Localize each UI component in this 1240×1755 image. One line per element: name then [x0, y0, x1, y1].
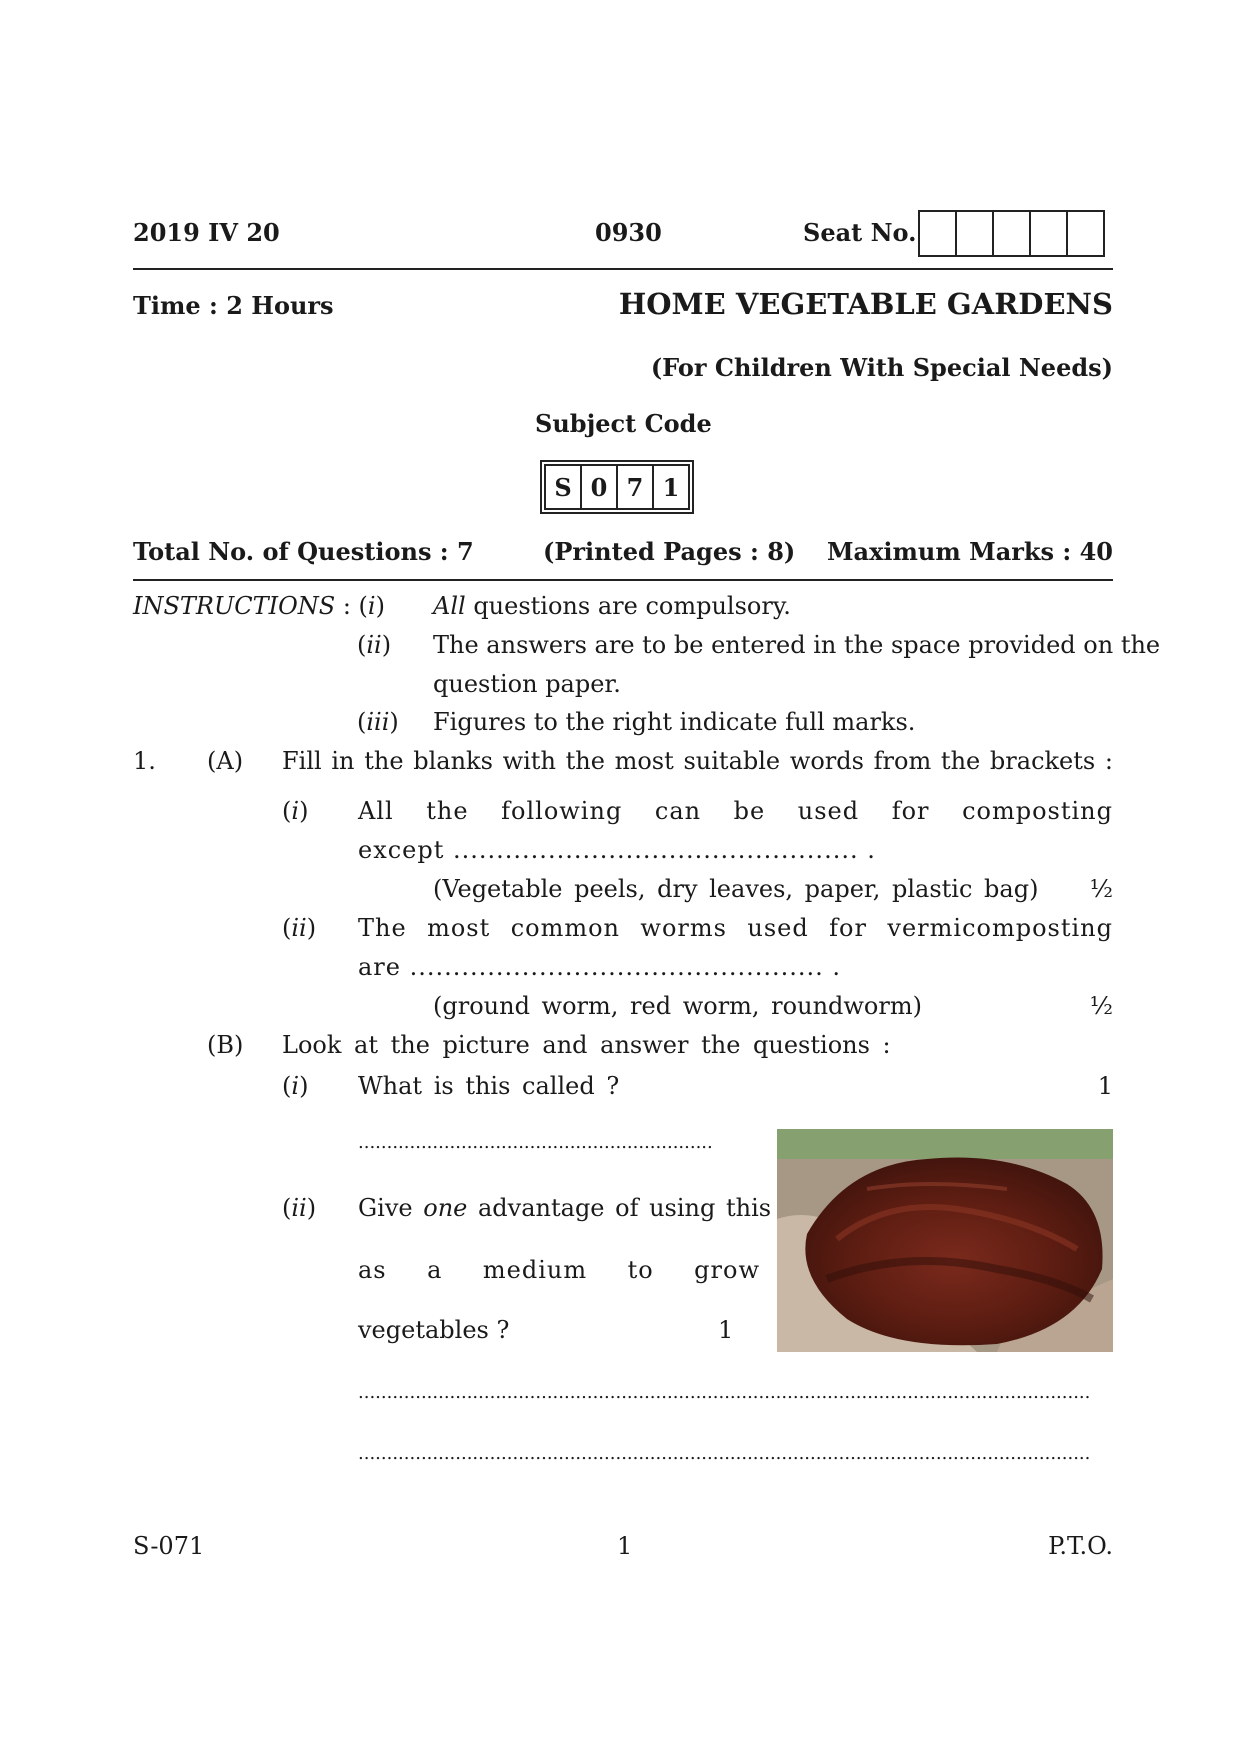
exam-code: 2019 IV 20: [133, 218, 280, 247]
paper-code: 0930: [595, 218, 662, 247]
question-number: 1.: [133, 747, 156, 775]
code-digit: 0: [580, 464, 618, 510]
subject-code-label: Subject Code: [535, 409, 712, 438]
part-a-label: (A): [207, 747, 244, 775]
subq-b2-line1: [358, 1194, 771, 1222]
instructions-heading: INSTRUCTIONS : (i): [133, 592, 385, 620]
subq-a2-blank[interactable]: are ................................................ .: [358, 953, 842, 981]
total-questions: Total No. of Questions : 7: [133, 537, 474, 566]
seat-box[interactable]: [1029, 210, 1068, 257]
subq-b2-line3: vegetables ?: [358, 1316, 510, 1344]
instruction-2-line1: The answers are to be entered in the space provided on the: [433, 631, 1161, 659]
subq-num-text: ii: [291, 914, 307, 942]
seat-box[interactable]: [992, 210, 1031, 257]
instruction-emph: All: [433, 592, 466, 620]
subq-a1-line1: All the following can be used for composting: [358, 797, 1113, 825]
instruction-2-line2: question paper.: [433, 670, 621, 698]
instruction-num: ii: [366, 631, 382, 659]
subq-a2-marks: ½: [1089, 992, 1113, 1020]
printed-pages: (Printed Pages : 8): [543, 537, 796, 566]
subq-b2-emph: one: [423, 1194, 468, 1222]
subq-a1-options: (Vegetable peels, dry leaves, paper, plastic bag): [433, 875, 1039, 903]
code-digit: S: [544, 464, 582, 510]
page-number: 1: [617, 1532, 633, 1560]
subq-num: (ii): [282, 914, 317, 942]
subq-num-text: ii: [291, 1194, 307, 1222]
seat-number-boxes[interactable]: [920, 210, 1105, 257]
instruction-text: questions are compulsory.: [465, 592, 791, 620]
part-a-prompt: Fill in the blanks with the most suitable words from the brackets :: [282, 747, 1113, 775]
instruction-num-3: (iii): [357, 708, 399, 736]
instruction-num-2: (ii): [357, 631, 392, 659]
seat-box[interactable]: [1066, 210, 1105, 257]
subq-a1-blank[interactable]: except ............................................... .: [358, 836, 876, 864]
subq-b2-post: advantage of using this: [467, 1194, 772, 1222]
code-digit: 7: [616, 464, 654, 510]
footer-code: S-071: [133, 1532, 205, 1560]
subject-title: HOME VEGETABLE GARDENS: [618, 287, 1113, 321]
subq-b2-answer-line-1[interactable]: ................................................................................................................................: [358, 1382, 1091, 1403]
meta-divider: [133, 579, 1113, 581]
header-divider: [133, 268, 1113, 270]
seat-label: Seat No.: [803, 218, 917, 247]
instruction-num: iii: [366, 708, 390, 736]
seat-box[interactable]: [955, 210, 994, 257]
instructions-label: INSTRUCTIONS: [133, 592, 336, 620]
growing-medium-photo: [777, 1129, 1113, 1352]
subq-num: (i): [282, 1072, 309, 1100]
subq-a1-marks: ½: [1089, 875, 1113, 903]
subq-b1-marks: 1: [1097, 1072, 1113, 1100]
subq-b2-marks: 1: [718, 1316, 734, 1344]
max-marks: Maximum Marks : 40: [826, 537, 1113, 566]
exam-time: Time : 2 Hours: [133, 291, 334, 320]
instruction-num: i: [367, 592, 376, 620]
subq-b1-text: What is this called ?: [358, 1072, 620, 1100]
subject-subtitle: (For Children With Special Needs): [650, 353, 1113, 382]
subq-b2-pre: Give: [358, 1194, 424, 1222]
subq-num-text: i: [291, 1072, 300, 1100]
subq-num-text: i: [291, 797, 300, 825]
subject-code-boxes: [546, 464, 690, 510]
instruction-1: [433, 592, 791, 620]
subq-b2-line2: as a medium to grow: [358, 1256, 760, 1284]
subq-num: (i): [282, 797, 309, 825]
part-b-label: (B): [207, 1031, 244, 1059]
pto-label: P.T.O.: [1048, 1532, 1113, 1560]
seat-box[interactable]: [918, 210, 957, 257]
code-digit: 1: [652, 464, 690, 510]
part-b-prompt: Look at the picture and answer the questions :: [282, 1031, 891, 1059]
subq-a2-options: (ground worm, red worm, roundworm): [433, 992, 922, 1020]
subq-a2-line1: The most common worms used for vermicomposting: [358, 914, 1113, 942]
subq-b2-answer-line-2[interactable]: ................................................................................................................................: [358, 1443, 1091, 1464]
subq-num: (ii): [282, 1194, 317, 1222]
instruction-3: Figures to the right indicate full marks.: [433, 708, 916, 736]
soil-heap-illustration: [777, 1129, 1113, 1352]
subq-b1-answer-line[interactable]: ..............................................................: [358, 1132, 713, 1153]
